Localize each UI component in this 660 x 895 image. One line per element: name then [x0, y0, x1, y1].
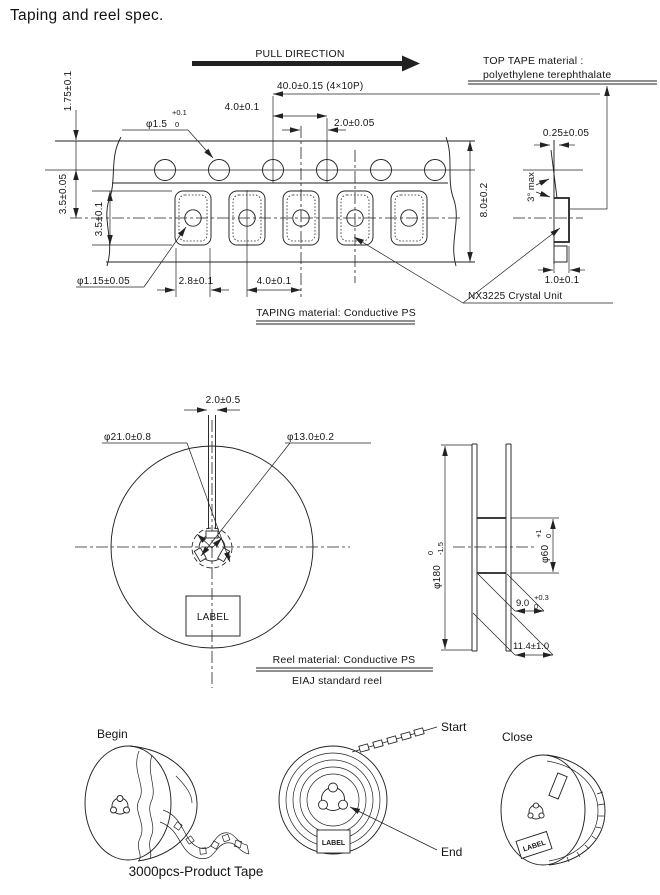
dim-slot-width — [184, 395, 241, 410]
carrier-tape-side-view — [513, 86, 607, 286]
crystal-in-pocket — [554, 198, 569, 242]
top-tape-note-line2: polyethylene terephthalate — [483, 69, 612, 81]
close-tape-end — [549, 773, 567, 799]
close-rim-ticks — [567, 792, 604, 862]
crystal-callout — [354, 228, 613, 303]
dim-edge-to-hole-label: 1.75±0.1 — [63, 70, 74, 112]
dim-inner-width-tol-dn: 0 — [534, 602, 539, 611]
taping-material-label: TAPING material: Conductive PS — [256, 307, 416, 319]
dim-tape-width-label: 8.0±0.2 — [479, 182, 490, 218]
dim-pocket-pitch — [247, 276, 301, 290]
dim-hole-dia-label: φ1.5 — [146, 119, 168, 130]
close-label-text: LABEL — [522, 839, 547, 854]
dim-hole-pitch-label: 4.0±0.1 — [224, 102, 260, 113]
reel-front-view — [75, 395, 371, 688]
dim-pocket-height-label: 3.5±0.1 — [94, 201, 105, 237]
reel-label-text: LABEL — [196, 612, 230, 623]
dim-flange-dia-label: φ180 — [432, 565, 443, 589]
dim-inner-width-label: 9.0 — [516, 598, 530, 609]
dim-pocket-width — [157, 276, 229, 290]
dim-hole-center-to-pocket-center — [58, 170, 76, 218]
dim-overall-width-label: 11.4±1.0 — [513, 641, 550, 652]
spiral-label-text: LABEL — [321, 840, 346, 847]
taping-material-note — [256, 307, 416, 324]
top-tape-pointer — [570, 86, 607, 209]
dim-core-dia — [511, 518, 559, 573]
carrier-tape-top-view — [45, 48, 600, 297]
dim-edge-to-hole — [63, 71, 76, 170]
dim-hub-outer-label: φ21.0±0.8 — [104, 432, 152, 443]
dim-top-tape-thickness-label: 0.25±0.05 — [542, 128, 590, 139]
dim-hub-outer-dia — [102, 432, 230, 562]
page-title: Taping and reel spec. — [10, 7, 164, 24]
start-label: Start — [441, 720, 467, 734]
dim-hole-pitch — [225, 102, 327, 116]
dim-flange-dia-tol-up: 0 — [426, 550, 435, 555]
reel-side-view — [426, 444, 559, 655]
dim-peel-angle-label: 3° max — [526, 172, 537, 202]
dim-40-label: 40.0±0.15 (4×10P) — [277, 81, 364, 92]
pull-direction-label: PULL DIRECTION — [255, 48, 345, 60]
dim-hole-to-pocket — [282, 118, 375, 130]
dim-hole-dia — [122, 108, 213, 158]
dim-core-dia-tol-dn: 0 — [544, 533, 553, 538]
dim-inner-width — [478, 574, 549, 611]
dim-top-tape-thickness — [534, 128, 589, 145]
top-tape-note — [468, 55, 657, 84]
crystal-callout-label: NX3225 Crystal Unit — [468, 291, 563, 302]
dim-f-label: 3.5±0.05 — [58, 173, 69, 215]
torn-edge-left — [107, 137, 121, 266]
dim-peel-angle — [526, 172, 550, 202]
end-label: End — [441, 845, 463, 859]
dim-pocket-width-label: 2.8±0.1 — [178, 276, 214, 287]
close-label: Close — [502, 730, 533, 744]
dim-center-hole-dia — [76, 227, 186, 287]
dim-hole-dia-tol-up: +0.1 — [172, 108, 187, 117]
torn-edge-right — [446, 137, 456, 266]
dim-40-pitch — [273, 81, 600, 94]
dim-arbor-label: φ13.0±0.2 — [287, 432, 335, 443]
begin-hub-hole — [111, 796, 130, 815]
dim-tape-width — [470, 141, 490, 262]
dim-flange-dia — [426, 445, 472, 650]
dim-inner-width-tol-up: +0.3 — [534, 593, 549, 602]
dim-pocket-depth-label: 1.0±0.1 — [544, 275, 580, 286]
close-hub-hole — [528, 803, 544, 819]
reel-material-label: Reel material: Conductive PS — [272, 654, 416, 666]
dim-pocket-depth — [538, 246, 585, 286]
dim-core-dia-label: φ60 — [540, 544, 551, 563]
reel-material-note — [256, 654, 433, 687]
winding-spiral-view — [279, 720, 467, 859]
eiaj-standard-label: EIAJ standard reel — [292, 675, 382, 687]
winding-begin-view — [85, 727, 263, 879]
dim-flange-dia-tol-dn: -1.5 — [436, 542, 445, 555]
spiral-hub-hole — [319, 783, 348, 811]
dim-pocket-pitch-label: 4.0±0.1 — [256, 276, 292, 287]
dim-core-dia-tol-up: +1 — [534, 529, 543, 538]
dim-hole-to-pocket-label: 2.0±0.05 — [334, 118, 375, 129]
dim-hole-dia-tol-dn: 0 — [175, 120, 180, 129]
quantity-label: 3000pcs-Product Tape — [128, 864, 264, 879]
top-tape-note-line1: TOP TAPE material : — [483, 55, 584, 67]
dim-slot-width-label: 2.0±0.5 — [205, 395, 241, 406]
winding-close-view — [501, 730, 605, 865]
dim-center-hole-label: φ1.15±0.05 — [77, 276, 130, 287]
begin-label: Begin — [97, 727, 128, 741]
pocket-bump — [554, 246, 567, 262]
dim-arbor-dia — [201, 432, 371, 556]
spiral-leader-tape — [359, 728, 424, 752]
dim-overall-width — [473, 613, 553, 655]
